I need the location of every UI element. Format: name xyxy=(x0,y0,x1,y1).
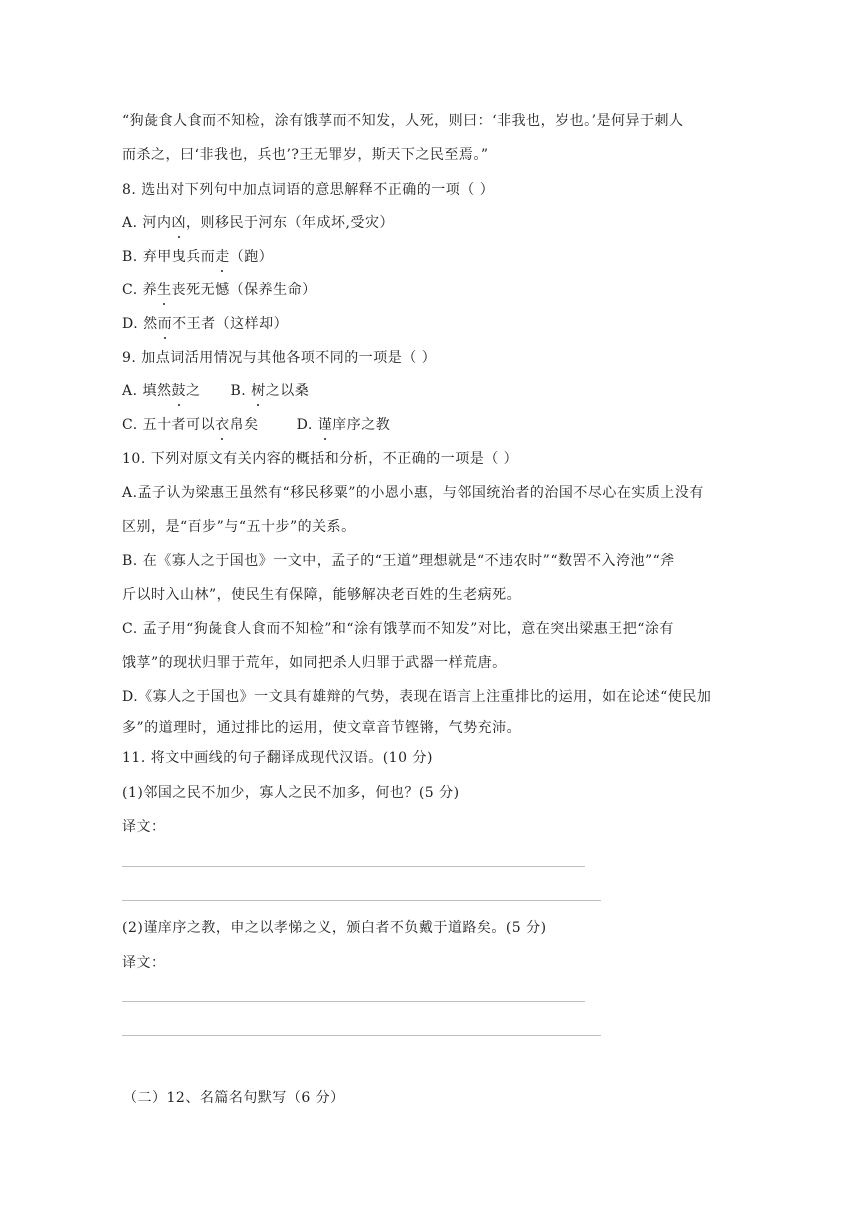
translation-label-2: 译文： xyxy=(122,955,166,971)
question-10-option-d-line-1: D.《寡人之于国也》一文具有雄辩的气势，表现在语言上注重排比的运用，如在论述“使民加 xyxy=(122,689,712,705)
question-10-option-a-line-1: A.孟子认为梁惠王虽然有“移民移粟”的小恩小惠，与邻国统治者的治国不尽心在实质上没有 xyxy=(122,485,704,501)
answer-line xyxy=(122,900,601,901)
question-10-option-b-line-2: 斤以时入山林”，使民生有保障，能够解决老百姓的生老病死。 xyxy=(122,587,522,603)
question-10-stem: 10. 下列对原文有关内容的概括和分析，不正确的一项是（ ） xyxy=(122,451,519,467)
emphasis-dot-word: 生 xyxy=(157,282,172,298)
emphasis-dot-word: 走 xyxy=(215,249,230,265)
answer-line xyxy=(122,866,585,867)
emphasis-dot-word: 而 xyxy=(157,316,173,332)
question-8-option-b: B. 弃甲曳兵而走（跑） xyxy=(122,249,274,265)
answer-line xyxy=(122,1001,585,1002)
question-11-sentence-2: (2)谨庠序之教，申之以孝悌之义，颁白者不负戴于道路矣。(5 分) xyxy=(122,920,547,936)
question-12-heading: （二）12、名篇名句默写（6 分） xyxy=(123,1090,345,1106)
question-8-option-d: D. 然而不王者（这样却） xyxy=(122,316,289,332)
emphasis-dot-word: 鼓 xyxy=(171,383,187,399)
emphasis-dot-word: 衣 xyxy=(215,417,230,433)
question-10-option-b-line-1: B. 在《寡人之于国也》一文中，孟子的“王道”理想就是“不违农时”“数罟不入洿池”“斧 xyxy=(122,553,675,569)
question-10-option-a-line-2: 区别，是“百步”与“五十步”的关系。 xyxy=(122,519,356,535)
question-9-options-cd: C. 五十者可以衣帛矣 D. 谨庠序之教 xyxy=(122,417,391,433)
answer-line xyxy=(122,1035,601,1036)
passage-line-2: 而杀之，曰‘非我也，兵也’?王无罪岁，斯天下之民至焉。” xyxy=(122,147,489,163)
question-10-option-c-line-1: C. 孟子用“狗彘食人食而不知检”和“涂有饿莩而不知发”对比，意在突出梁惠王把“涂有 xyxy=(122,621,674,637)
emphasis-dot-word: 树 xyxy=(251,383,266,399)
question-8-stem: 8. 选出对下列句中加点词语的意思解释不正确的一项（ ） xyxy=(122,182,495,198)
emphasis-dot-word: 凶 xyxy=(171,215,187,231)
translation-label-1: 译文： xyxy=(122,819,166,835)
emphasis-dot-word: 谨 xyxy=(317,417,333,433)
question-8-option-a: A. 河内凶，则移民于河东（年成坏,受灾） xyxy=(122,215,394,231)
question-9-stem: 9. 加点词活用情况与其他各项不同的一项是（ ） xyxy=(122,350,437,366)
passage-line-1: “狗彘食人食而不知检，涂有饿莩而不知发，人死，则曰：‘非我也，岁也。’是何异于刺人 xyxy=(122,113,684,129)
question-10-option-d-line-2: 多”的道理时，通过排比的运用，使文章音节铿锵，气势充沛。 xyxy=(122,720,522,736)
question-11-stem: 11. 将文中画线的句子翻译成现代汉语。(10 分) xyxy=(122,750,433,766)
question-9-options-ab: A. 填然鼓之 B. 树之以桑 xyxy=(122,383,310,399)
question-11-sentence-1: (1)邻国之民不加少，寡人之民不加多，何也？(5 分) xyxy=(122,785,460,801)
question-10-option-c-line-2: 饿莩”的现状归罪于荒年，如同把杀人归罪于武器一样荒唐。 xyxy=(122,655,507,671)
question-8-option-c: C. 养生丧死无憾（保养生命） xyxy=(122,282,317,298)
